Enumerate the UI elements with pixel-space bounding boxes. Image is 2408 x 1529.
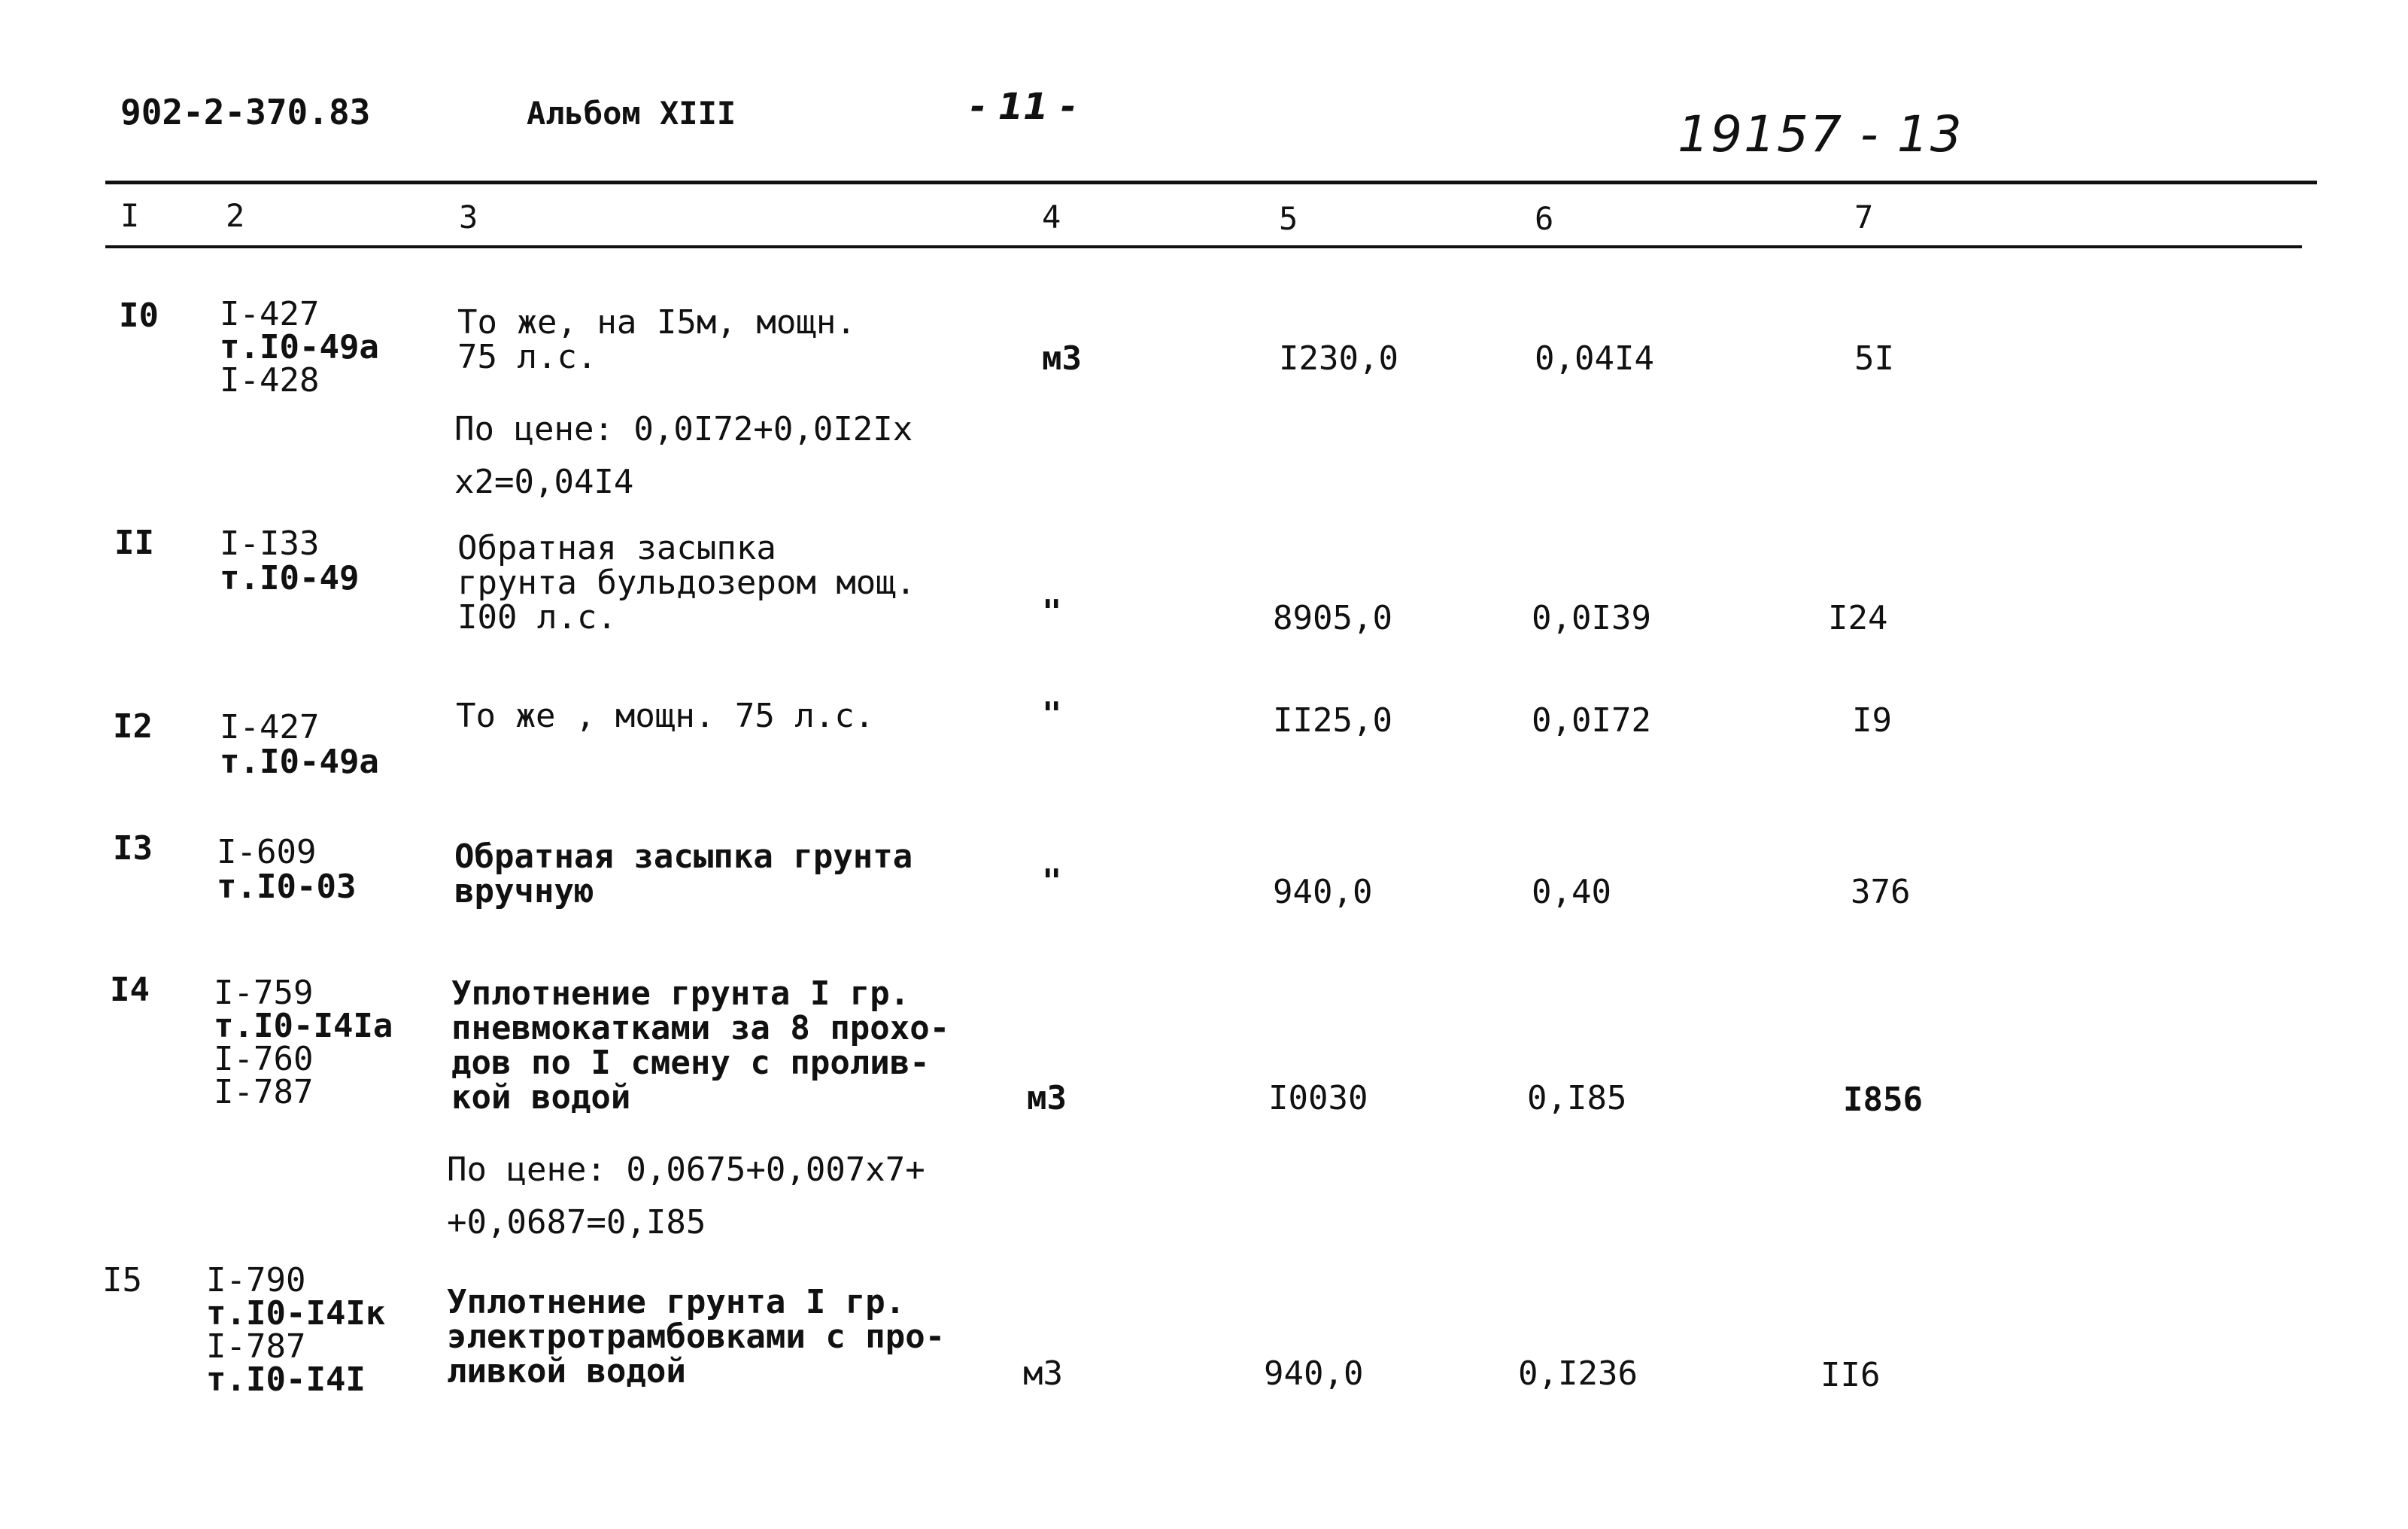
total: I24 — [1828, 599, 1888, 637]
unit-ditto: " — [1042, 862, 1062, 901]
code-line: т.I0-49 — [220, 559, 360, 597]
row-code — [206, 1261, 386, 1399]
total: I9 — [1852, 701, 1892, 740]
quantity: I0030 — [1268, 1079, 1368, 1117]
row-code — [220, 295, 379, 400]
description-line: электротрамбовками с про- — [447, 1318, 946, 1356]
description-line: вручную — [454, 872, 594, 910]
code-line: т.I0-49а — [220, 328, 379, 366]
row-number: I5 — [102, 1261, 142, 1299]
total: II6 — [1820, 1356, 1881, 1394]
row-number: II — [114, 524, 154, 562]
quantity: 940,0 — [1273, 873, 1373, 911]
code-line: I-I33 — [220, 524, 320, 563]
description-line: Уплотнение грунта I гр. — [447, 1283, 906, 1321]
note-line: х2=0,04I4 — [454, 463, 634, 501]
column-header-5: 5 — [1279, 200, 1298, 237]
row-code — [220, 524, 360, 597]
unit-price: 0,0I72 — [1532, 701, 1651, 740]
top-rule — [105, 181, 2317, 184]
row-code — [220, 710, 379, 780]
description-line: То же, на I5м, мощн. — [457, 303, 856, 342]
code-line: т.I0-I4Iа — [214, 1007, 393, 1045]
code-line: I-760 — [214, 1040, 314, 1078]
unit-price: 0,I85 — [1527, 1079, 1627, 1117]
quantity: II25,0 — [1273, 701, 1392, 740]
handwritten-number: 19157 - 13 — [1678, 105, 1963, 163]
total: I856 — [1843, 1081, 1923, 1119]
row-code — [214, 974, 393, 1111]
row-number: I4 — [110, 971, 150, 1009]
description-line: Уплотнение грунта I гр. — [451, 974, 910, 1013]
row-description — [457, 305, 856, 375]
quantity: 8905,0 — [1273, 599, 1392, 637]
code-line: т.I0-I4Iк — [206, 1294, 386, 1333]
description-line: пневмокатками за 8 прохо- — [451, 1009, 950, 1047]
row-description — [457, 531, 916, 635]
row-description — [451, 974, 950, 1117]
description-line: Обратная засыпка грунта — [454, 837, 913, 876]
code-line: I-790 — [206, 1261, 306, 1299]
description-line: 75 л.с. — [457, 338, 597, 376]
document-code: 902-2-370.83 — [120, 92, 371, 132]
price-note — [454, 403, 912, 509]
quantity: I230,0 — [1279, 339, 1398, 378]
column-header-4: 4 — [1042, 199, 1061, 236]
column-header-6: 6 — [1535, 200, 1554, 237]
column-header-7: 7 — [1854, 199, 1874, 236]
code-line: I-787 — [206, 1327, 306, 1366]
row-code — [217, 835, 356, 904]
column-header-3: 3 — [459, 199, 478, 236]
total: 376 — [1851, 873, 1911, 911]
row-number: I3 — [113, 829, 153, 868]
unit-ditto: " — [1042, 695, 1062, 734]
row-description: То же , мощн. 75 л.с. — [456, 697, 875, 735]
row-description — [447, 1285, 945, 1389]
note-line: По цене: 0,0I72+0,0I2Iх — [454, 410, 913, 448]
page-number: - 11 - — [970, 86, 1076, 128]
header-rule — [105, 245, 2302, 248]
description-line: I00 л.с. — [457, 598, 617, 637]
total: 5I — [1854, 339, 1894, 378]
unit-price: 0,I236 — [1518, 1354, 1638, 1393]
quantity: 940,0 — [1264, 1354, 1364, 1393]
code-line: I-428 — [220, 361, 320, 400]
album-label: Альбом XIII — [527, 95, 736, 132]
row-number: I2 — [113, 707, 153, 746]
unit-price: 0,40 — [1532, 873, 1611, 911]
code-line: т.I0-03 — [217, 868, 357, 906]
row-description — [454, 837, 913, 910]
unit-price: 0,0I39 — [1532, 599, 1651, 637]
code-line: I-427 — [220, 708, 320, 746]
code-line: т.I0-I4I — [206, 1360, 366, 1399]
code-line: I-759 — [214, 974, 314, 1012]
code-line: I-427 — [220, 295, 320, 333]
description-line: дов по I смену с пролив- — [451, 1044, 930, 1082]
description-line: кой водой — [451, 1078, 631, 1117]
row-number: I0 — [119, 296, 159, 335]
note-line: +0,0687=0,I85 — [447, 1203, 706, 1242]
unit: м3 — [1023, 1354, 1063, 1393]
description-line: грунта бульдозером мощ. — [457, 564, 916, 602]
column-header-2: 2 — [226, 197, 245, 234]
code-line: I-609 — [217, 833, 317, 871]
unit: м3 — [1042, 339, 1082, 378]
column-header-1: I — [120, 197, 140, 234]
price-note — [447, 1144, 925, 1249]
unit-price: 0,04I4 — [1535, 339, 1654, 378]
description-line: Обратная засыпка — [457, 529, 776, 567]
unit: м3 — [1027, 1079, 1067, 1117]
description-line: ливкой водой — [447, 1352, 686, 1391]
note-line: По цене: 0,0675+0,007х7+ — [447, 1151, 925, 1189]
unit-ditto: " — [1042, 593, 1062, 631]
code-line: т.I0-49а — [220, 743, 379, 781]
code-line: I-787 — [214, 1073, 314, 1111]
